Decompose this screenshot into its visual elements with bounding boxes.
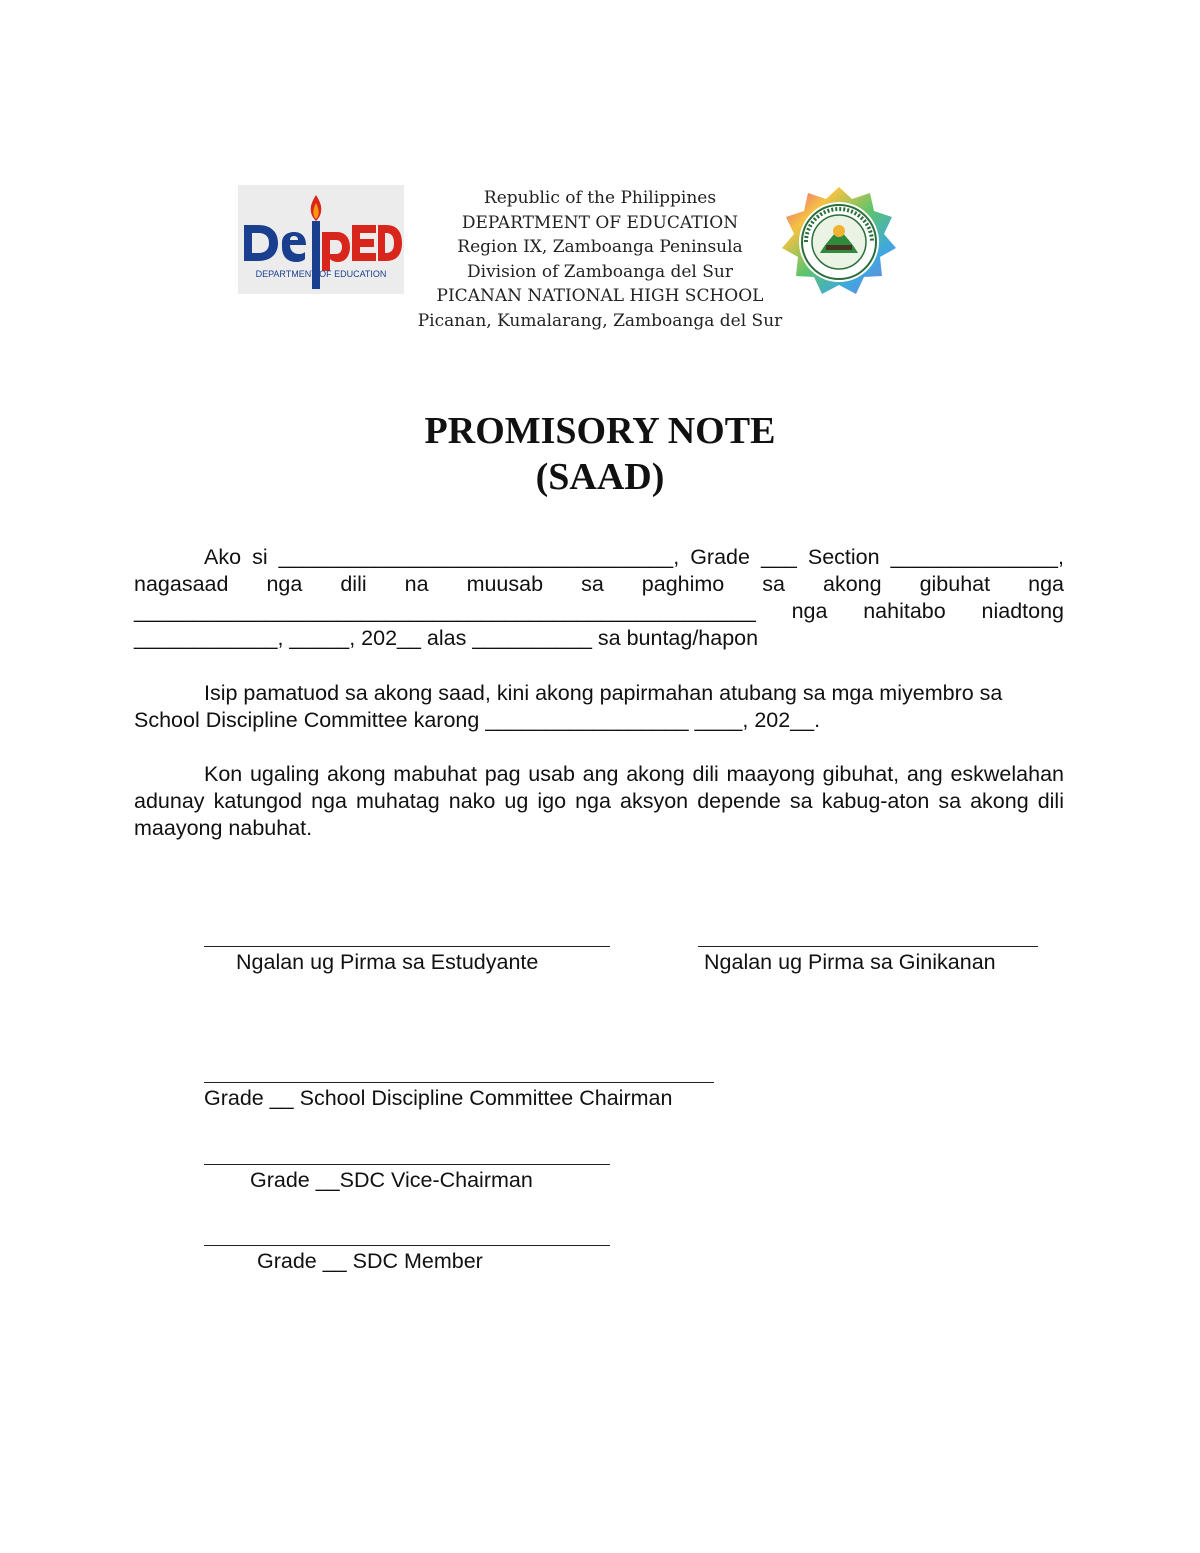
letterhead-department: DEPARTMENT OF EDUCATION [461,212,739,233]
letterhead [400,186,800,334]
member-signature-label: Grade __ SDC Member [257,1249,483,1273]
paragraph-witness [134,680,1064,734]
school-seal-logo [780,185,898,301]
paragraph-consequence-text: Kon ugaling akong mabuhat pag usab ang akong dili maayong gibuhat, ang eskwelahan adunay katungod nga muhatag nako ug igo nga aksyon depende sa kabug-aton sa akong dili maayong nabuhat. [134,762,1064,840]
member-signature-block [204,1221,610,1273]
vice-chairman-signature-line [204,1164,610,1165]
vice-chairman-signature-label: Grade __SDC Vice-Chairman [250,1168,533,1192]
member-signature-line [204,1245,610,1246]
letterhead-school: PICANAN NATIONAL HIGH SCHOOL [436,286,764,307]
parent-signature-label: Ngalan ug Pirma sa Ginikanan [704,950,996,974]
student-signature-block [204,922,610,974]
paragraph-consequence [134,761,1064,842]
parent-signature-block [698,922,1038,974]
document-title [300,408,900,500]
paragraph-promise [134,544,1064,652]
vice-chairman-signature-block [204,1140,610,1192]
paragraph-promise-text: Ako si _________________________________, Grade ___ Section ______________, nagasaad nga dili na muusab sa paghimo sa akong gibuhat nga ____________________________________________________ nga nahitabo niadtong ____________, _____, 202__ alas __________ sa buntag/hapon [134,545,1064,650]
letterhead-republic: Republic of the Philippines [483,188,717,208]
letterhead-division: Division of Zamboanga del Sur [467,261,733,282]
deped-logo [238,185,404,294]
letterhead-address: Picanan, Kumalarang, Zamboanga del Sur [417,310,783,331]
chairman-signature-block [204,1058,714,1110]
chairman-signature-line [204,1082,714,1083]
student-signature-line [204,946,610,947]
title-line-2: (SAAD) [535,456,665,498]
paragraph-witness-text: Isip pamatuod sa akong saad, kini akong papirmahan atubang sa mga miyembro sa School Discipline Committee karong _________________ ____, 202__. [134,681,1003,732]
chairman-signature-label: Grade __ School Discipline Committee Chairman [204,1086,673,1110]
letterhead-region: Region IX, Zamboanga Peninsula [457,237,743,258]
student-signature-label: Ngalan ug Pirma sa Estudyante [236,950,539,974]
deped-logo-caption: DEPARTMENT OF EDUCATION [255,269,387,279]
title-line-1: PROMISORY NOTE [424,410,776,452]
parent-signature-line [698,946,1038,947]
